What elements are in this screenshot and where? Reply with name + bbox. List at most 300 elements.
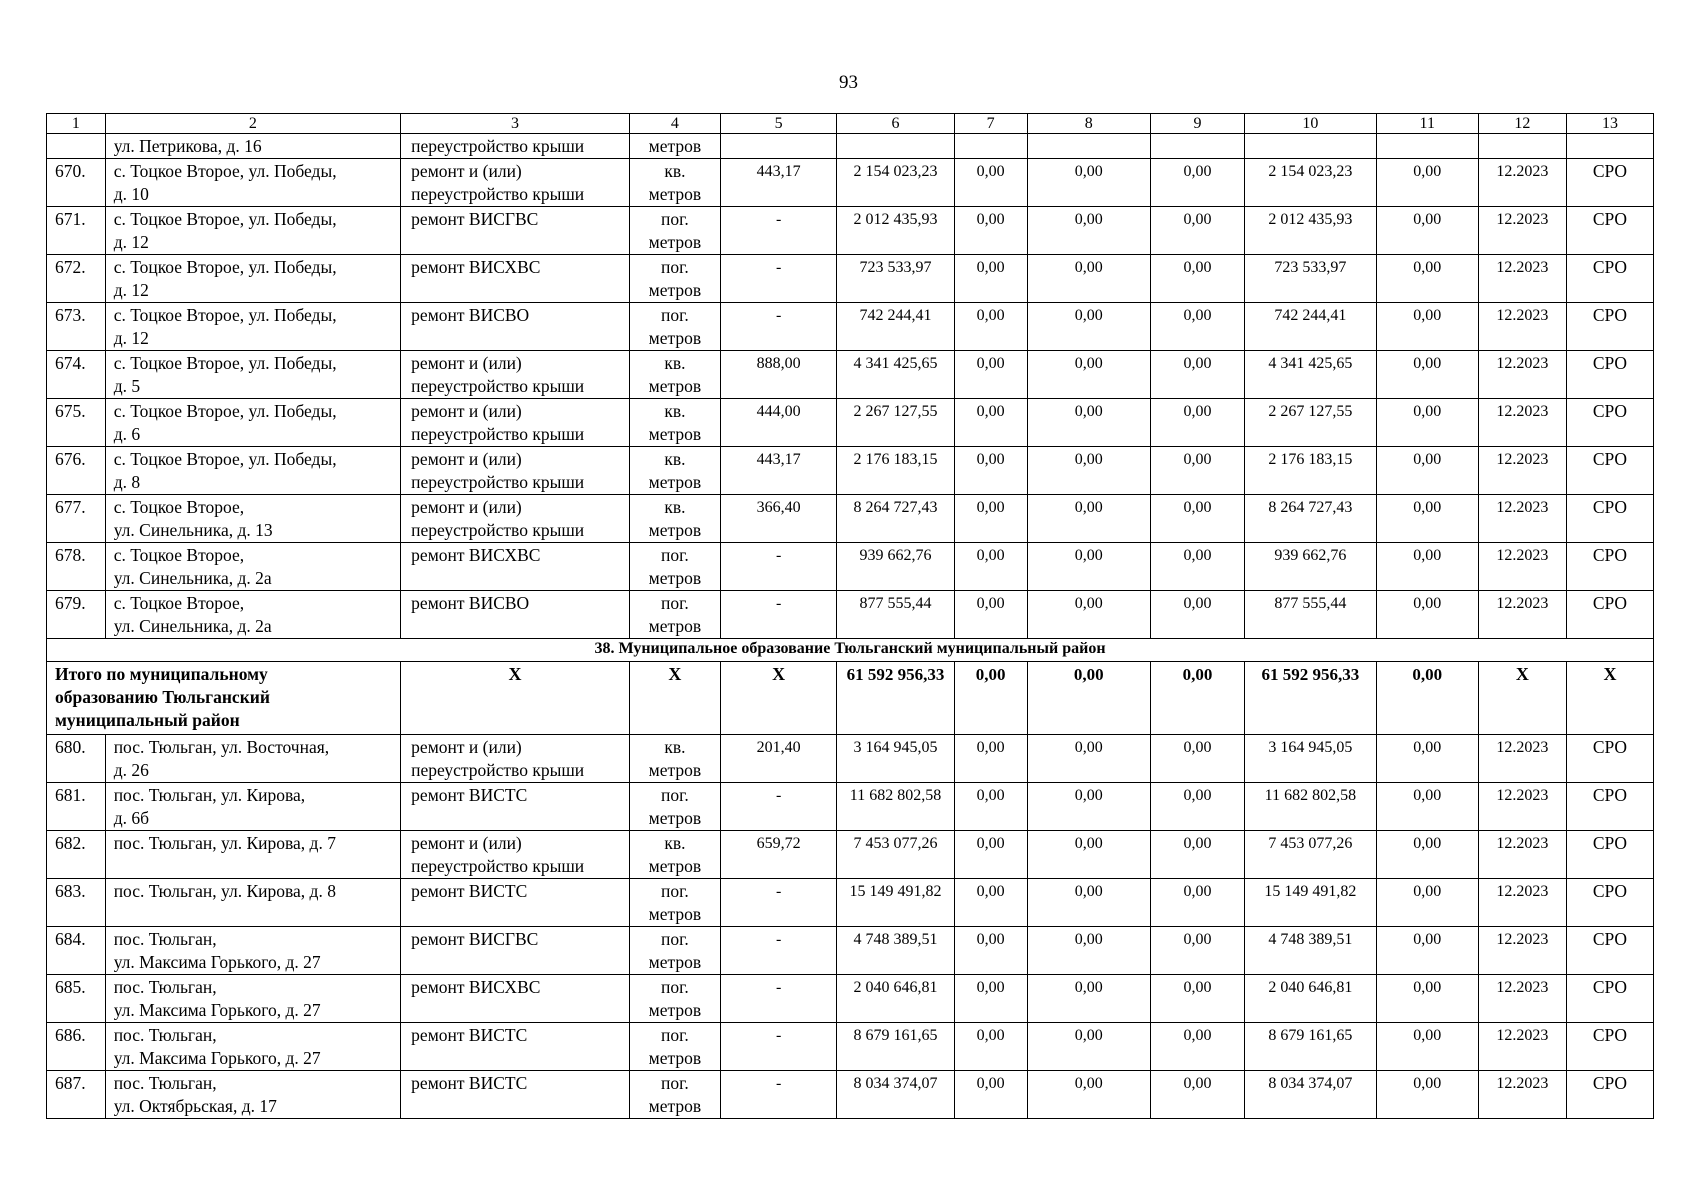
address-cell	[105, 1071, 400, 1119]
row-number	[47, 134, 106, 159]
address-cell	[105, 735, 400, 783]
fund-cell: 0,00	[954, 399, 1027, 447]
owner-funds-cell: 4 341 425,65	[1245, 351, 1377, 399]
unit-cell	[629, 879, 720, 927]
unit-cell	[629, 1023, 720, 1071]
address-cell	[105, 543, 400, 591]
area-cell: -	[720, 975, 836, 1023]
total-cost-cell: 8 679 161,65	[837, 1023, 954, 1071]
address-line: пос. Тюльган,	[113, 977, 217, 997]
unit-line: метров	[648, 1096, 702, 1116]
address-line: д. 10	[113, 184, 149, 204]
work-type-cell	[401, 591, 630, 639]
table-row	[47, 927, 1654, 975]
work-type-line: ремонт ВИСХВС	[411, 257, 541, 277]
total-cost-cell: 15 149 491,82	[837, 879, 954, 927]
method-cell: СРО	[1566, 447, 1653, 495]
total-cost-cell: 2 154 023,23	[837, 159, 954, 207]
address-line: ул. Максима Горького, д. 27	[113, 1000, 321, 1020]
work-type-cell	[401, 735, 630, 783]
total-cost-cell: 8 034 374,07	[837, 1071, 954, 1119]
work-type-cell	[401, 134, 630, 159]
column-header: 1	[47, 114, 106, 134]
fund-cell: 0,00	[1151, 255, 1245, 303]
address-line: пос. Тюльган, ул. Кирова, д. 7	[113, 833, 336, 853]
address-line: пос. Тюльган,	[113, 1073, 217, 1093]
fund-cell: 0,00	[954, 495, 1027, 543]
owner-funds-cell: 15 149 491,82	[1245, 879, 1377, 927]
other-funds-cell: 0,00	[1376, 543, 1478, 591]
method-cell: СРО	[1566, 255, 1653, 303]
fund-cell: 0,00	[1027, 447, 1150, 495]
other-funds-cell: 0,00	[1376, 495, 1478, 543]
row-number: 671.	[47, 207, 106, 255]
row-number: 674.	[47, 351, 106, 399]
method-cell: СРО	[1566, 831, 1653, 879]
unit-line: кв.	[664, 833, 686, 853]
unit-line: пог.	[661, 305, 689, 325]
unit-cell	[629, 543, 720, 591]
fund-cell: 0,00	[1027, 735, 1150, 783]
total-x-cell: X	[720, 662, 836, 735]
row-number: 676.	[47, 447, 106, 495]
area-cell: -	[720, 1023, 836, 1071]
unit-cell	[629, 255, 720, 303]
total-cost-cell: 742 244,41	[837, 303, 954, 351]
row-number: 683.	[47, 879, 106, 927]
fund-cell: 0,00	[1151, 303, 1245, 351]
table-row	[47, 495, 1654, 543]
unit-cell	[629, 495, 720, 543]
address-line: с. Тоцкое Второе, ул. Победы,	[113, 353, 337, 373]
fund-cell: 0,00	[1027, 351, 1150, 399]
area-cell: -	[720, 783, 836, 831]
unit-line: пог.	[661, 257, 689, 277]
address-cell	[105, 831, 400, 879]
work-type-line: ремонт ВИСТС	[411, 1073, 528, 1093]
fund-cell: 0,00	[1151, 1023, 1245, 1071]
unit-cell	[629, 399, 720, 447]
unit-line: метров	[648, 520, 702, 540]
owner-funds-cell: 2 040 646,81	[1245, 975, 1377, 1023]
row-number: 678.	[47, 543, 106, 591]
area-cell: -	[720, 927, 836, 975]
unit-line: пог.	[661, 785, 689, 805]
unit-cell	[629, 591, 720, 639]
unit-cell	[629, 159, 720, 207]
address-line: д. 12	[113, 280, 149, 300]
address-line: с. Тоцкое Второе,	[113, 593, 245, 613]
fund-cell: 0,00	[954, 255, 1027, 303]
deadline-cell: 12.2023	[1478, 783, 1566, 831]
owner-funds-cell: 742 244,41	[1245, 303, 1377, 351]
work-type-line: ремонт и (или)	[411, 833, 522, 853]
fund-cell: 0,00	[1151, 783, 1245, 831]
column-header: 13	[1566, 114, 1653, 134]
column-header: 4	[629, 114, 720, 134]
unit-cell	[629, 207, 720, 255]
table-row	[47, 303, 1654, 351]
work-type-line: переустройство крыши	[411, 424, 585, 444]
unit-line: метров	[648, 568, 702, 588]
unit-cell	[629, 831, 720, 879]
address-line: с. Тоцкое Второе, ул. Победы,	[113, 257, 337, 277]
area-cell: -	[720, 543, 836, 591]
total-cost-cell: 939 662,76	[837, 543, 954, 591]
fund-cell: 0,00	[1027, 831, 1150, 879]
table-row	[47, 879, 1654, 927]
section-title: 38. Муниципальное образование Тюльганский муниципальный район	[47, 639, 1654, 662]
area-cell: -	[720, 255, 836, 303]
unit-line: пог.	[661, 881, 689, 901]
deadline-cell: 12.2023	[1478, 255, 1566, 303]
owner-funds-cell: 8 264 727,43	[1245, 495, 1377, 543]
column-header: 8	[1027, 114, 1150, 134]
total-x-cell: X	[1566, 662, 1653, 735]
fund-cell: 0,00	[1151, 159, 1245, 207]
address-cell	[105, 159, 400, 207]
row-number: 672.	[47, 255, 106, 303]
fund-cell: 0,00	[1027, 159, 1150, 207]
fund-cell: 0,00	[1151, 831, 1245, 879]
fund-cell: 0,00	[1027, 543, 1150, 591]
address-line: с. Тоцкое Второе, ул. Победы,	[113, 305, 337, 325]
address-line: с. Тоцкое Второе,	[113, 497, 245, 517]
owner-funds-cell: 2 176 183,15	[1245, 447, 1377, 495]
work-type-line: переустройство крыши	[411, 856, 585, 876]
address-cell	[105, 591, 400, 639]
owner-funds-cell: 4 748 389,51	[1245, 927, 1377, 975]
fund-cell: 0,00	[1151, 543, 1245, 591]
total-cost-cell: 4 341 425,65	[837, 351, 954, 399]
row-number: 684.	[47, 927, 106, 975]
address-line: д. 26	[113, 760, 149, 780]
fund-cell: 0,00	[1027, 975, 1150, 1023]
fund-cell: 0,00	[1027, 783, 1150, 831]
address-line: с. Тоцкое Второе,	[113, 545, 245, 565]
section-row	[47, 639, 1654, 662]
unit-line: метров	[648, 424, 702, 444]
address-line: пос. Тюльган, ул. Восточная,	[113, 737, 330, 757]
owner-funds-cell: 11 682 802,58	[1245, 783, 1377, 831]
work-type-cell	[401, 159, 630, 207]
table-row	[47, 159, 1654, 207]
total-cost-cell: 3 164 945,05	[837, 735, 954, 783]
address-cell	[105, 255, 400, 303]
work-type-cell	[401, 879, 630, 927]
fund-cell: 0,00	[954, 831, 1027, 879]
fund-cell: 0,00	[1151, 447, 1245, 495]
unit-cell	[629, 134, 720, 159]
address-cell	[105, 399, 400, 447]
other-funds-cell: 0,00	[1376, 303, 1478, 351]
fund-cell: 0,00	[954, 879, 1027, 927]
address-cell	[105, 783, 400, 831]
unit-line: метров	[648, 616, 702, 636]
row-number: 679.	[47, 591, 106, 639]
column-header: 7	[954, 114, 1027, 134]
fund-cell: 0,00	[1027, 303, 1150, 351]
total-x-cell: X	[1478, 662, 1566, 735]
total-cost-cell: 8 264 727,43	[837, 495, 954, 543]
area-cell: 888,00	[720, 351, 836, 399]
total-other-sum: 0,00	[1376, 662, 1478, 735]
unit-line: кв.	[664, 449, 686, 469]
unit-line: пог.	[661, 1025, 689, 1045]
deadline-cell	[1478, 134, 1566, 159]
table-row	[47, 783, 1654, 831]
method-cell: СРО	[1566, 591, 1653, 639]
total-cost-cell: 4 748 389,51	[837, 927, 954, 975]
row-number: 673.	[47, 303, 106, 351]
fund-cell: 0,00	[1151, 591, 1245, 639]
fund-cell: 0,00	[1151, 879, 1245, 927]
fund-cell: 0,00	[1151, 207, 1245, 255]
row-number: 685.	[47, 975, 106, 1023]
address-cell	[105, 975, 400, 1023]
fund-cell: 0,00	[954, 975, 1027, 1023]
other-funds-cell: 0,00	[1376, 927, 1478, 975]
method-cell: СРО	[1566, 495, 1653, 543]
table-row	[47, 207, 1654, 255]
work-type-cell	[401, 399, 630, 447]
method-cell: СРО	[1566, 735, 1653, 783]
table-row	[47, 591, 1654, 639]
area-cell	[720, 134, 836, 159]
fund-cell: 0,00	[954, 1023, 1027, 1071]
address-cell	[105, 303, 400, 351]
address-cell	[105, 1023, 400, 1071]
row-number: 687.	[47, 1071, 106, 1119]
other-funds-cell: 0,00	[1376, 399, 1478, 447]
work-type-line: переустройство крыши	[411, 376, 585, 396]
row-number: 677.	[47, 495, 106, 543]
work-type-line: ремонт и (или)	[411, 161, 522, 181]
other-funds-cell: 0,00	[1376, 783, 1478, 831]
owner-funds-cell: 723 533,97	[1245, 255, 1377, 303]
other-funds-cell: 0,00	[1376, 447, 1478, 495]
area-cell: 659,72	[720, 831, 836, 879]
address-line: ул. Синельника, д. 13	[113, 520, 273, 540]
method-cell: СРО	[1566, 303, 1653, 351]
address-line: ул. Синельника, д. 2а	[113, 568, 272, 588]
total-cost-cell	[837, 134, 954, 159]
deadline-cell: 12.2023	[1478, 1071, 1566, 1119]
fund-cell	[1151, 134, 1245, 159]
row-number: 682.	[47, 831, 106, 879]
work-type-cell	[401, 1023, 630, 1071]
row-number: 680.	[47, 735, 106, 783]
table-row	[47, 399, 1654, 447]
fund-cell: 0,00	[954, 447, 1027, 495]
work-type-line: ремонт и (или)	[411, 353, 522, 373]
method-cell	[1566, 134, 1653, 159]
owner-funds-cell: 939 662,76	[1245, 543, 1377, 591]
unit-line: кв.	[664, 497, 686, 517]
unit-line: метров	[648, 856, 702, 876]
owner-funds-cell: 8 679 161,65	[1245, 1023, 1377, 1071]
unit-cell	[629, 351, 720, 399]
unit-line: пог.	[661, 209, 689, 229]
method-cell: СРО	[1566, 783, 1653, 831]
method-cell: СРО	[1566, 975, 1653, 1023]
table-row	[47, 447, 1654, 495]
work-type-line: ремонт ВИСГВС	[411, 929, 539, 949]
work-type-line: ремонт ВИСВО	[411, 593, 530, 613]
row-number: 670.	[47, 159, 106, 207]
table-row	[47, 1071, 1654, 1119]
unit-cell	[629, 783, 720, 831]
work-type-cell	[401, 1071, 630, 1119]
total-x-cell: X	[629, 662, 720, 735]
table-row	[47, 543, 1654, 591]
method-cell: СРО	[1566, 159, 1653, 207]
address-line: ул. Максима Горького, д. 27	[113, 952, 321, 972]
method-cell: СРО	[1566, 543, 1653, 591]
unit-line: метров	[648, 136, 702, 156]
deadline-cell: 12.2023	[1478, 543, 1566, 591]
fund-cell: 0,00	[954, 735, 1027, 783]
address-line: пос. Тюльган,	[113, 1025, 217, 1045]
unit-cell	[629, 303, 720, 351]
deadline-cell: 12.2023	[1478, 591, 1566, 639]
area-cell: 443,17	[720, 159, 836, 207]
fund-cell: 0,00	[1151, 351, 1245, 399]
deadline-cell: 12.2023	[1478, 879, 1566, 927]
deadline-cell: 12.2023	[1478, 303, 1566, 351]
method-cell: СРО	[1566, 879, 1653, 927]
unit-line: пог.	[661, 929, 689, 949]
other-funds-cell: 0,00	[1376, 735, 1478, 783]
area-cell: -	[720, 1071, 836, 1119]
column-header: 10	[1245, 114, 1377, 134]
row-number: 686.	[47, 1023, 106, 1071]
fund-cell: 0,00	[1027, 255, 1150, 303]
work-type-line: переустройство крыши	[411, 520, 585, 540]
unit-line: кв.	[664, 161, 686, 181]
table-row	[47, 831, 1654, 879]
work-type-line: ремонт и (или)	[411, 401, 522, 421]
owner-funds-cell: 8 034 374,07	[1245, 1071, 1377, 1119]
unit-line: метров	[648, 904, 702, 924]
column-header: 6	[837, 114, 954, 134]
fund-cell: 0,00	[1151, 735, 1245, 783]
area-cell: -	[720, 591, 836, 639]
unit-line: метров	[648, 376, 702, 396]
owner-funds-cell	[1245, 134, 1377, 159]
fund-cell: 0,00	[1151, 927, 1245, 975]
fund-cell: 0,00	[954, 303, 1027, 351]
fund-cell	[1027, 134, 1150, 159]
deadline-cell: 12.2023	[1478, 447, 1566, 495]
unit-cell	[629, 447, 720, 495]
total-label	[47, 662, 401, 735]
total-label-line: образованию Тюльганский	[55, 687, 270, 707]
work-type-cell	[401, 495, 630, 543]
work-type-cell	[401, 255, 630, 303]
unit-line: метров	[648, 472, 702, 492]
deadline-cell: 12.2023	[1478, 1023, 1566, 1071]
address-line: ул. Октябрьская, д. 17	[113, 1096, 277, 1116]
column-number-header-row	[47, 114, 1654, 134]
deadline-cell: 12.2023	[1478, 399, 1566, 447]
address-cell	[105, 134, 400, 159]
other-funds-cell: 0,00	[1376, 255, 1478, 303]
unit-line: метров	[648, 280, 702, 300]
fund-cell: 0,00	[954, 783, 1027, 831]
area-cell: 443,17	[720, 447, 836, 495]
table-row	[47, 1023, 1654, 1071]
other-funds-cell: 0,00	[1376, 159, 1478, 207]
column-header: 12	[1478, 114, 1566, 134]
column-header: 5	[720, 114, 836, 134]
deadline-cell: 12.2023	[1478, 831, 1566, 879]
table-row	[47, 735, 1654, 783]
table-row	[47, 134, 1654, 159]
address-line: ул. Петрикова, д. 16	[113, 136, 262, 156]
deadline-cell: 12.2023	[1478, 975, 1566, 1023]
unit-line: пог.	[661, 545, 689, 565]
work-type-line: переустройство крыши	[411, 136, 585, 156]
work-type-cell	[401, 927, 630, 975]
address-line: пос. Тюльган, ул. Кирова, д. 8	[113, 881, 336, 901]
method-cell: СРО	[1566, 1071, 1653, 1119]
work-type-cell	[401, 207, 630, 255]
address-line: с. Тоцкое Второе, ул. Победы,	[113, 209, 337, 229]
address-cell	[105, 447, 400, 495]
fund-cell: 0,00	[954, 207, 1027, 255]
area-cell: 444,00	[720, 399, 836, 447]
unit-line: метров	[648, 232, 702, 252]
address-line: пос. Тюльган,	[113, 929, 217, 949]
method-cell: СРО	[1566, 927, 1653, 975]
total-label-line: муниципальный район	[55, 710, 240, 730]
table-row	[47, 975, 1654, 1023]
column-header: 11	[1376, 114, 1478, 134]
other-funds-cell: 0,00	[1376, 1071, 1478, 1119]
fund-cell: 0,00	[1151, 1071, 1245, 1119]
owner-funds-cell: 2 267 127,55	[1245, 399, 1377, 447]
column-header: 3	[401, 114, 630, 134]
deadline-cell: 12.2023	[1478, 159, 1566, 207]
address-line: д. 6б	[113, 808, 149, 828]
column-header: 9	[1151, 114, 1245, 134]
deadline-cell: 12.2023	[1478, 207, 1566, 255]
work-type-line: ремонт и (или)	[411, 737, 522, 757]
fund-cell: 0,00	[954, 927, 1027, 975]
work-type-line: ремонт ВИСТС	[411, 1025, 528, 1045]
area-cell: -	[720, 303, 836, 351]
owner-funds-cell: 3 164 945,05	[1245, 735, 1377, 783]
total-cost-cell: 2 012 435,93	[837, 207, 954, 255]
other-funds-cell	[1376, 134, 1478, 159]
unit-line: пог.	[661, 1073, 689, 1093]
total-row	[47, 662, 1654, 735]
area-cell: 201,40	[720, 735, 836, 783]
work-type-line: ремонт ВИСТС	[411, 785, 528, 805]
work-type-cell	[401, 303, 630, 351]
address-line: д. 12	[113, 232, 149, 252]
table-body	[47, 114, 1654, 1119]
address-line: пос. Тюльган, ул. Кирова,	[113, 785, 306, 805]
method-cell: СРО	[1566, 351, 1653, 399]
work-type-line: ремонт ВИСГВС	[411, 209, 539, 229]
deadline-cell: 12.2023	[1478, 495, 1566, 543]
address-line: с. Тоцкое Второе, ул. Победы,	[113, 401, 337, 421]
unit-line: метров	[648, 184, 702, 204]
work-type-line: ремонт ВИСТС	[411, 881, 528, 901]
row-number: 681.	[47, 783, 106, 831]
